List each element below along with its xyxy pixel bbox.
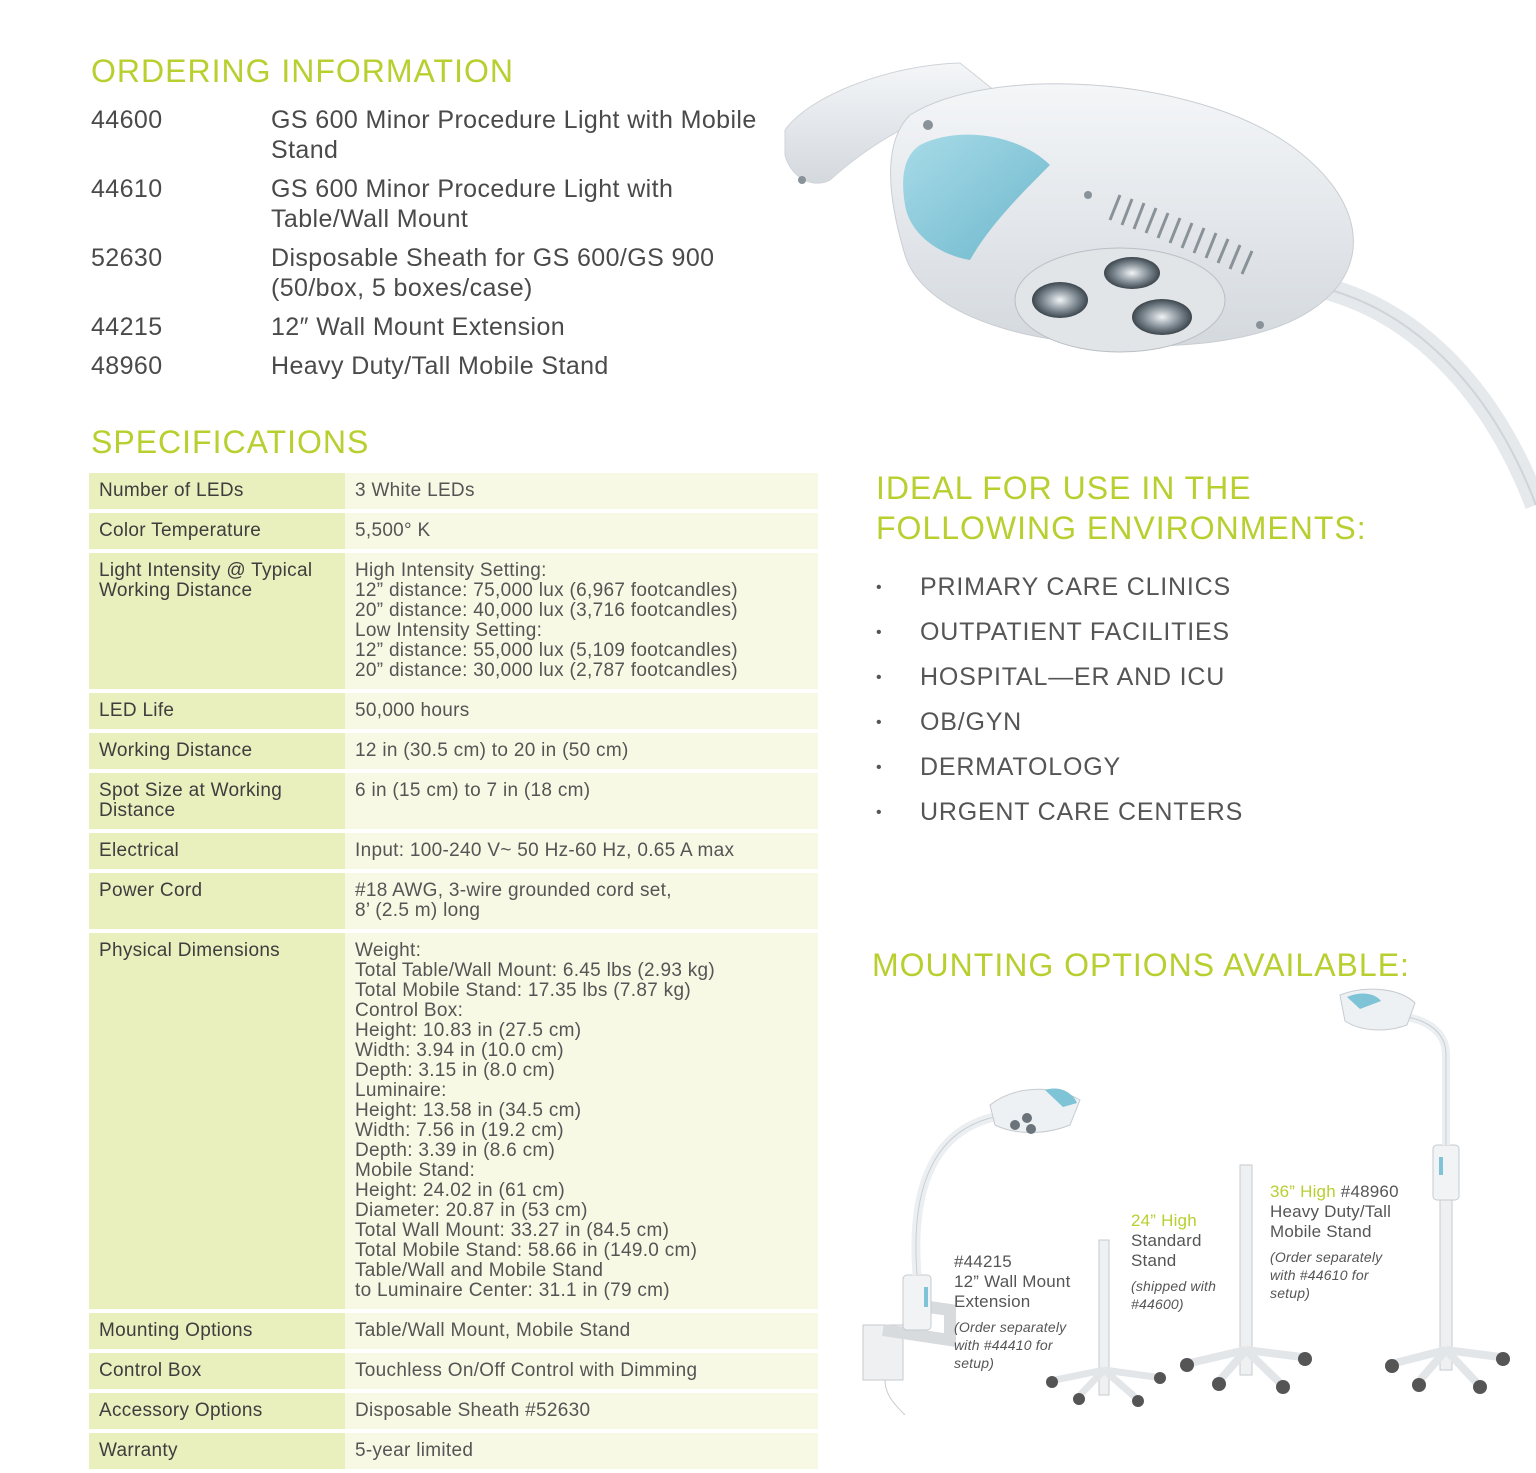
spec-value bbox=[345, 1313, 818, 1349]
standard-stand-caption bbox=[1131, 1211, 1241, 1313]
spec-value-line: Total Wall Mount: 33.27 in (84.5 cm) bbox=[355, 1220, 670, 1241]
environment-label: URGENT CARE CENTERS bbox=[920, 798, 1244, 826]
spec-value-line: 20” distance: 40,000 lux (3,716 footcandles) bbox=[355, 600, 738, 621]
spec-label: Physical Dimensions bbox=[89, 933, 345, 1309]
environment-item bbox=[876, 655, 1243, 700]
wall-mount-code: #44215 bbox=[954, 1252, 1012, 1271]
spec-value-line: Total Mobile Stand: 17.35 lbs (7.87 kg) bbox=[355, 980, 691, 1001]
environment-label: PRIMARY CARE CLINICS bbox=[920, 573, 1231, 601]
spec-value-line: Diameter: 20.87 in (53 cm) bbox=[355, 1200, 588, 1221]
spec-value-line: #18 AWG, 3-wire grounded cord set, bbox=[355, 880, 672, 901]
environment-item bbox=[876, 700, 1243, 745]
ordering-code: 44600 bbox=[91, 106, 163, 134]
ordering-code: 52630 bbox=[91, 244, 163, 272]
environments-title-line2: FOLLOWING ENVIRONMENTS: bbox=[876, 510, 1367, 546]
spec-value-line: Height: 13.58 in (34.5 cm) bbox=[355, 1100, 582, 1121]
spec-value-line: Total Mobile Stand: 58.66 in (149.0 cm) bbox=[355, 1240, 698, 1261]
spec-value-line: 12 in (30.5 cm) to 20 in (50 cm) bbox=[355, 740, 629, 761]
spec-value-line: Disposable Sheath #52630 bbox=[355, 1400, 591, 1421]
spec-row bbox=[89, 933, 818, 1309]
spec-value-line: Control Box: bbox=[355, 1000, 464, 1021]
environment-label: OUTPATIENT FACILITIES bbox=[920, 618, 1230, 646]
spec-label: Spot Size at Working Distance bbox=[89, 773, 345, 829]
environment-label: DERMATOLOGY bbox=[920, 753, 1121, 781]
wall-mount-note: (Order separately with #44410 for setup) bbox=[954, 1319, 1067, 1371]
spec-value-line: Width: 3.94 in (10.0 cm) bbox=[355, 1040, 564, 1061]
spec-row bbox=[89, 833, 818, 869]
spec-value bbox=[345, 733, 818, 769]
environment-label: OB/GYN bbox=[920, 708, 1023, 736]
bullet-icon: • bbox=[876, 668, 883, 686]
spec-value-line: Width: 7.56 in (19.2 cm) bbox=[355, 1120, 564, 1141]
wall-mount-caption bbox=[954, 1252, 1094, 1372]
standard-stand-note: (shipped with #44600) bbox=[1131, 1278, 1217, 1312]
spec-label: Working Distance bbox=[89, 733, 345, 769]
standard-stand-name-1: Standard bbox=[1131, 1231, 1202, 1250]
spec-value-line: 3 White LEDs bbox=[355, 480, 475, 501]
specifications-table bbox=[89, 473, 818, 1473]
environments-title bbox=[876, 468, 1367, 548]
spec-value bbox=[345, 513, 818, 549]
spec-value-line: Weight: bbox=[355, 940, 422, 961]
spec-value bbox=[345, 1393, 818, 1429]
ordering-description: Disposable Sheath for GS 600/GS 900 (50/box, 5 boxes/case) bbox=[271, 244, 715, 302]
spec-value bbox=[345, 833, 818, 869]
spec-value-line: Height: 10.83 in (27.5 cm) bbox=[355, 1020, 582, 1041]
spec-row bbox=[89, 513, 818, 549]
spec-value-line: Low Intensity Setting: bbox=[355, 620, 543, 641]
spec-value-line: 5,500° K bbox=[355, 520, 431, 541]
bullet-icon: • bbox=[876, 758, 883, 776]
ordering-title: ORDERING INFORMATION bbox=[91, 53, 514, 89]
ordering-description: GS 600 Minor Procedure Light with Table/Wall Mount bbox=[271, 175, 674, 233]
spec-value-line: 6 in (15 cm) to 7 in (18 cm) bbox=[355, 780, 591, 801]
ordering-code: 44215 bbox=[91, 313, 163, 341]
spec-value bbox=[345, 1353, 818, 1389]
standard-stand-name-2: Stand bbox=[1131, 1251, 1177, 1270]
spec-row bbox=[89, 733, 818, 769]
spec-value-line: Input: 100-240 V~ 50 Hz-60 Hz, 0.65 A max bbox=[355, 840, 735, 861]
ordering-description: GS 600 Minor Procedure Light with Mobile Stand bbox=[271, 106, 757, 164]
standard-stand-height: 24” High bbox=[1131, 1211, 1197, 1230]
ordering-code: 48960 bbox=[91, 352, 163, 380]
bullet-icon: • bbox=[876, 803, 883, 821]
spec-value bbox=[345, 693, 818, 729]
ordering-list bbox=[91, 105, 791, 390]
spec-label: Warranty bbox=[89, 1433, 345, 1469]
spec-value-line: Height: 24.02 in (61 cm) bbox=[355, 1180, 565, 1201]
spec-value-line: 12” distance: 75,000 lux (6,967 footcandles) bbox=[355, 580, 738, 601]
spec-label: Mounting Options bbox=[89, 1313, 345, 1349]
spec-label: LED Life bbox=[89, 693, 345, 729]
environments-title-line1: IDEAL FOR USE IN THE bbox=[876, 470, 1252, 506]
tall-stand-code: #48960 bbox=[1340, 1182, 1399, 1201]
spec-value bbox=[345, 473, 818, 509]
spec-value-line: Depth: 3.15 in (8.0 cm) bbox=[355, 1060, 556, 1081]
mounting-title: MOUNTING OPTIONS AVAILABLE: bbox=[872, 947, 1410, 983]
ordering-row bbox=[91, 174, 791, 234]
environment-item bbox=[876, 610, 1243, 655]
ordering-row bbox=[91, 351, 791, 381]
environments-list bbox=[876, 565, 1243, 835]
spec-value bbox=[345, 1433, 818, 1469]
tall-stand-name-1: Heavy Duty/Tall bbox=[1270, 1202, 1392, 1221]
ordering-code: 44610 bbox=[91, 175, 163, 203]
spec-value bbox=[345, 553, 818, 689]
spec-value-line: Depth: 3.39 in (8.6 cm) bbox=[355, 1140, 556, 1161]
ordering-description: 12″ Wall Mount Extension bbox=[271, 313, 566, 341]
tall-stand-height: 36” High bbox=[1270, 1182, 1336, 1201]
tall-stand-name-2: Mobile Stand bbox=[1270, 1222, 1372, 1241]
spec-value-line: 8’ (2.5 m) long bbox=[355, 900, 481, 921]
environment-label: HOSPITAL—ER AND ICU bbox=[920, 663, 1226, 691]
environment-item bbox=[876, 565, 1243, 610]
spec-label: Power Cord bbox=[89, 873, 345, 929]
spec-row bbox=[89, 473, 818, 509]
spec-label: Accessory Options bbox=[89, 1393, 345, 1429]
spec-value-line: 50,000 hours bbox=[355, 700, 470, 721]
spec-value-line: 12” distance: 55,000 lux (5,109 footcandles) bbox=[355, 640, 738, 661]
spec-label: Color Temperature bbox=[89, 513, 345, 549]
ordering-row bbox=[91, 312, 791, 342]
spec-value bbox=[345, 933, 818, 1309]
spec-label: Electrical bbox=[89, 833, 345, 869]
specifications-title: SPECIFICATIONS bbox=[91, 424, 370, 460]
ordering-row bbox=[91, 243, 791, 303]
spec-value-line: Table/Wall and Mobile Stand bbox=[355, 1260, 604, 1281]
spec-value-line: Table/Wall Mount, Mobile Stand bbox=[355, 1320, 631, 1341]
bullet-icon: • bbox=[876, 713, 883, 731]
bullet-icon: • bbox=[876, 623, 883, 641]
spec-row bbox=[89, 553, 818, 689]
spec-row bbox=[89, 1353, 818, 1389]
spec-row bbox=[89, 1313, 818, 1349]
spec-label: Light Intensity @ Typical Working Distance bbox=[89, 553, 345, 689]
spec-value-line: 5-year limited bbox=[355, 1440, 474, 1461]
ordering-description: Heavy Duty/Tall Mobile Stand bbox=[271, 352, 609, 380]
ordering-row bbox=[91, 105, 791, 165]
procedure-light-illustration bbox=[770, 55, 1536, 515]
spec-value-line: High Intensity Setting: bbox=[355, 560, 547, 581]
spec-row bbox=[89, 693, 818, 729]
spec-row bbox=[89, 873, 818, 929]
wall-mount-name-2: Extension bbox=[954, 1292, 1031, 1311]
spec-row bbox=[89, 1393, 818, 1429]
spec-row bbox=[89, 773, 818, 829]
spec-label: Number of LEDs bbox=[89, 473, 345, 509]
spec-label: Control Box bbox=[89, 1353, 345, 1389]
bullet-icon: • bbox=[876, 578, 883, 596]
environment-item bbox=[876, 790, 1243, 835]
environment-item bbox=[876, 745, 1243, 790]
spec-row bbox=[89, 1433, 818, 1469]
spec-value-line: 20” distance: 30,000 lux (2,787 footcandles) bbox=[355, 660, 738, 681]
spec-value-line: Touchless On/Off Control with Dimming bbox=[355, 1360, 698, 1381]
spec-value bbox=[345, 873, 818, 929]
spec-value-line: to Luminaire Center: 31.1 in (79 cm) bbox=[355, 1280, 670, 1301]
wall-mount-name-1: 12” Wall Mount bbox=[954, 1272, 1071, 1291]
spec-value bbox=[345, 773, 818, 829]
tall-stand-caption bbox=[1270, 1182, 1440, 1302]
spec-value-line: Luminaire: bbox=[355, 1080, 447, 1101]
spec-value-line: Total Table/Wall Mount: 6.45 lbs (2.93 kg) bbox=[355, 960, 716, 981]
tall-stand-note: (Order separately with #44610 for setup) bbox=[1270, 1249, 1383, 1301]
spec-value-line: Mobile Stand: bbox=[355, 1160, 476, 1181]
